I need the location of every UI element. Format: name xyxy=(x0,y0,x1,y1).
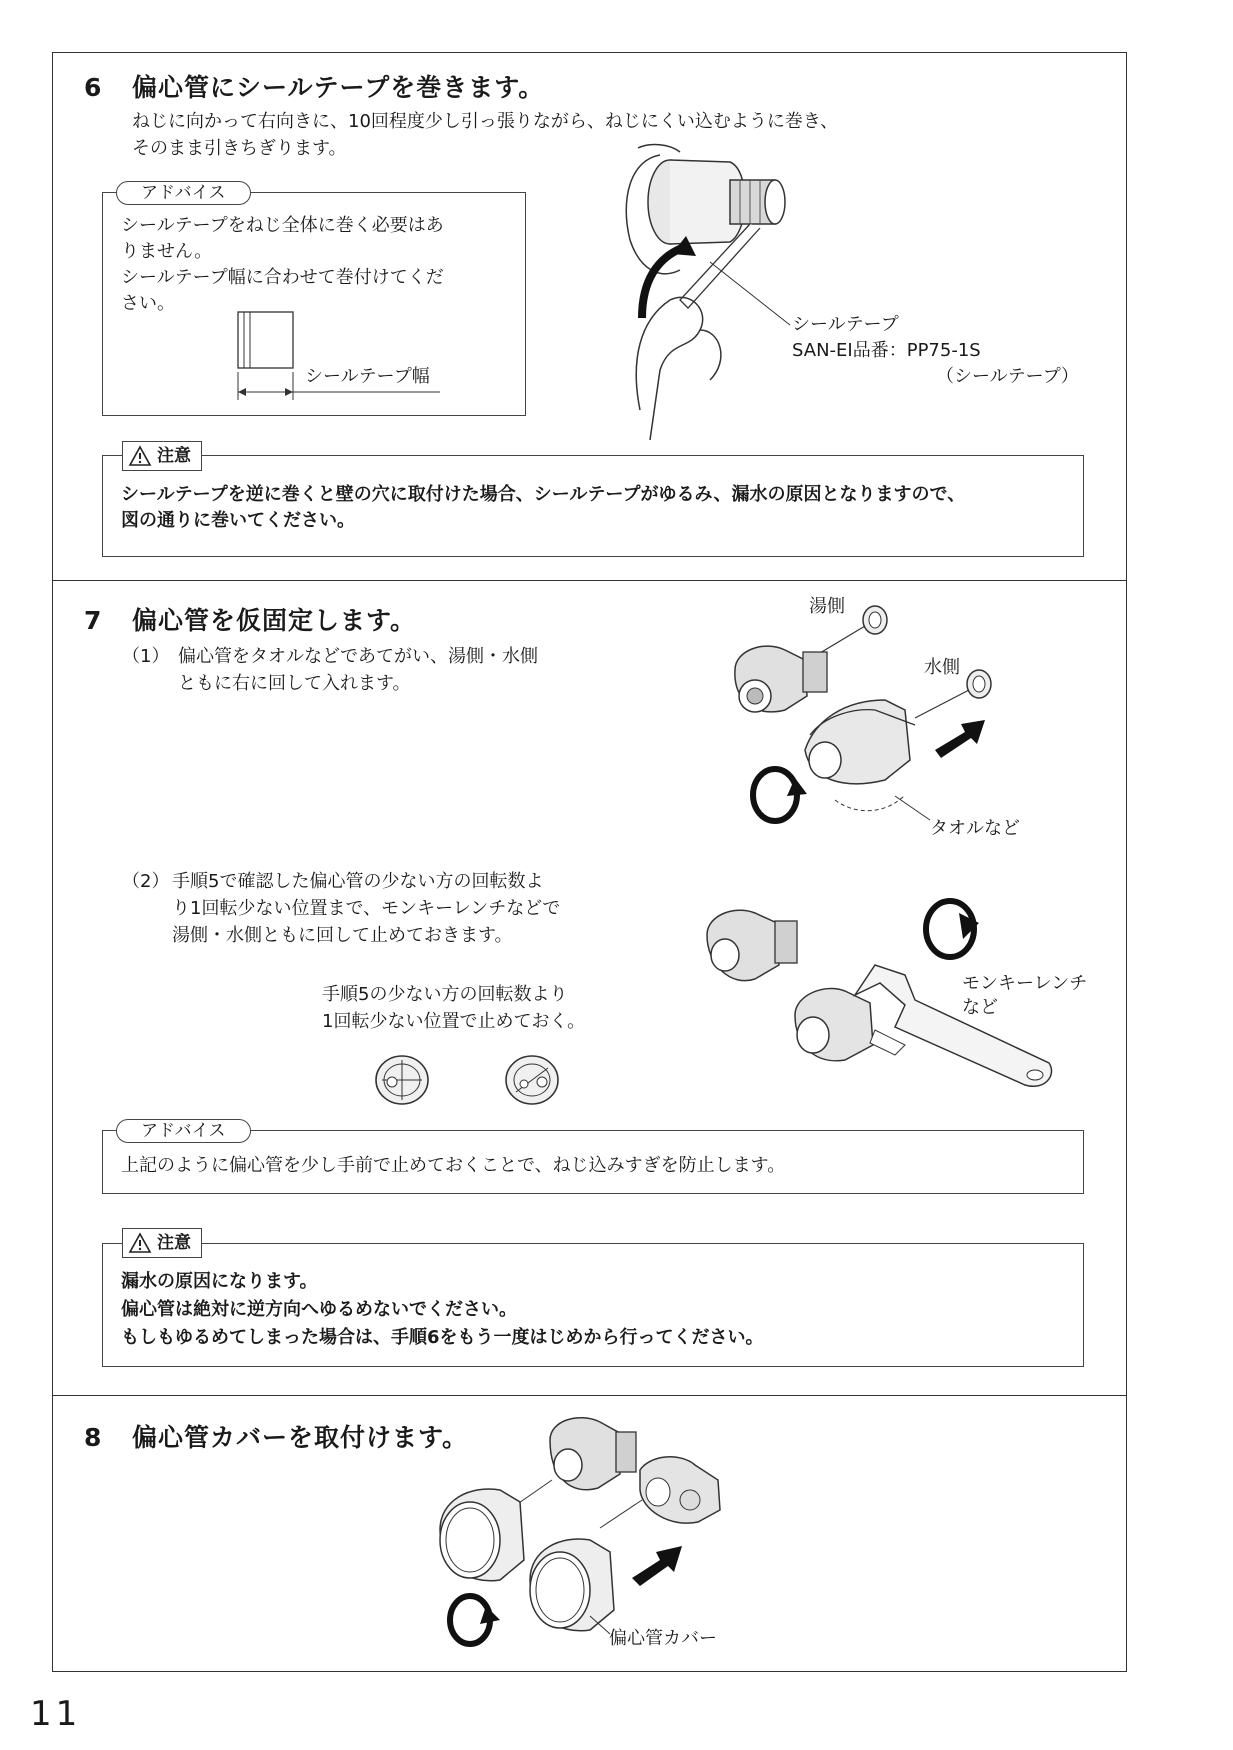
note-line: 1回転少ない位置で止めておく。 xyxy=(322,1011,586,1032)
step6-desc-line: そのまま引きちぎります。 xyxy=(132,138,347,159)
step7-caution-tab xyxy=(122,1228,202,1258)
step7-heading xyxy=(84,601,416,637)
step6-number: 6 xyxy=(84,73,103,102)
warning-icon xyxy=(129,446,151,466)
cover-install-illustration xyxy=(420,1410,760,1650)
step7-caution-box xyxy=(102,1243,1084,1367)
advice-line: シールテープ幅に合わせて巻付けてくだ xyxy=(121,267,444,288)
step6-caution-tab xyxy=(122,441,202,471)
sub-line: 偏心管をタオルなどであてがい、湯側・水側 xyxy=(178,646,538,667)
warning-icon xyxy=(129,1233,151,1253)
insert-pipe-illustration xyxy=(715,600,1015,840)
step6-advice-text xyxy=(121,213,444,317)
step7-sub2-text xyxy=(172,868,560,949)
caution-line: もしもゆるめてしまった場合は、手順6をもう一度はじめから行ってください。 xyxy=(121,1327,764,1348)
towel-label: タオルなど xyxy=(930,818,1020,839)
sub-number: （2） xyxy=(122,871,170,892)
step8-number: 8 xyxy=(84,1423,103,1452)
sub-line: 湯側・水側ともに回して止めておきます。 xyxy=(172,925,513,946)
caution-line: 漏水の原因になります。 xyxy=(121,1271,318,1292)
caution-label: 注意 xyxy=(157,446,191,466)
sub-number: （1） xyxy=(122,646,170,667)
step7-sub1 xyxy=(122,643,169,670)
note-line: 手順5の少ない方の回転数より xyxy=(322,984,568,1005)
sub-line: 手順5で確認した偏心管の少ない方の回転数よ xyxy=(172,871,544,892)
section-divider xyxy=(52,1395,1127,1396)
step7-title: 偏心管を仮固定します。 xyxy=(132,606,417,635)
step7-sub1-text xyxy=(178,643,538,697)
caution-label: 注意 xyxy=(157,1233,191,1253)
caution-line: 図の通りに巻いてください。 xyxy=(121,510,355,531)
part-note-label: （シールテープ） xyxy=(936,366,1079,387)
wrench-label: モンキーレンチ xyxy=(962,973,1088,994)
sub-line: ともに右に回して入れます。 xyxy=(178,673,411,694)
step7-advice-tab: アドバイス xyxy=(116,1119,251,1143)
tape-width-diagram xyxy=(230,308,460,404)
step7-number: 7 xyxy=(84,606,103,635)
rotation-note xyxy=(322,981,585,1035)
step7-caution-text xyxy=(121,1268,764,1352)
step6-caution-box xyxy=(102,455,1084,557)
sub-line: り1回転少ない位置まで、モンキーレンチなどで xyxy=(172,898,561,919)
step7-advice-box xyxy=(102,1130,1084,1194)
advice-line: 上記のように偏心管を少し手前で止めておくことで、ねじ込みすぎを防止します。 xyxy=(121,1155,786,1176)
step6-caution-text xyxy=(121,482,965,534)
step6-heading xyxy=(84,68,544,104)
step7-sub2 xyxy=(122,868,169,895)
step6-advice-tab: アドバイス xyxy=(116,181,251,205)
wrench-illustration xyxy=(695,895,1075,1125)
section-divider xyxy=(52,580,1127,581)
tape-label: シールテープ xyxy=(792,314,899,335)
caution-line: シールテープを逆に巻くと壁の穴に取付けた場合、シールテープがゆるみ、漏水の原因となりますので、 xyxy=(121,484,966,505)
tape-wrapping-illustration xyxy=(600,140,820,440)
step6-desc-line: ねじに向かって右向きに、10回程度少し引っ張りながら、ねじにくい込むように巻き、 xyxy=(132,111,839,132)
cover-label: 偏心管カバー xyxy=(609,1628,717,1649)
caution-line: 偏心管は絶対に逆方向へゆるめないでください。 xyxy=(121,1299,517,1320)
wrench-label-suffix: など xyxy=(962,997,998,1018)
rotation-position-icon xyxy=(372,1052,432,1108)
rotation-position-icon xyxy=(502,1052,562,1108)
step6-title: 偏心管にシールテープを巻きます。 xyxy=(132,73,545,102)
cold-side-label: 水側 xyxy=(924,657,960,678)
advice-line: シールテープをねじ全体に巻く必要はあ xyxy=(121,215,444,236)
step8-heading xyxy=(84,1418,468,1454)
tape-width-label: シールテープ幅 xyxy=(305,366,430,387)
page-number: 11 xyxy=(30,1694,82,1734)
part-number-label: SAN-EI品番：PP75-1S xyxy=(792,340,981,361)
step8-title: 偏心管カバーを取付けます。 xyxy=(132,1423,469,1452)
advice-line: りません。 xyxy=(121,241,213,262)
advice-line: さい。 xyxy=(121,293,175,314)
hot-side-label: 湯側 xyxy=(809,596,845,617)
